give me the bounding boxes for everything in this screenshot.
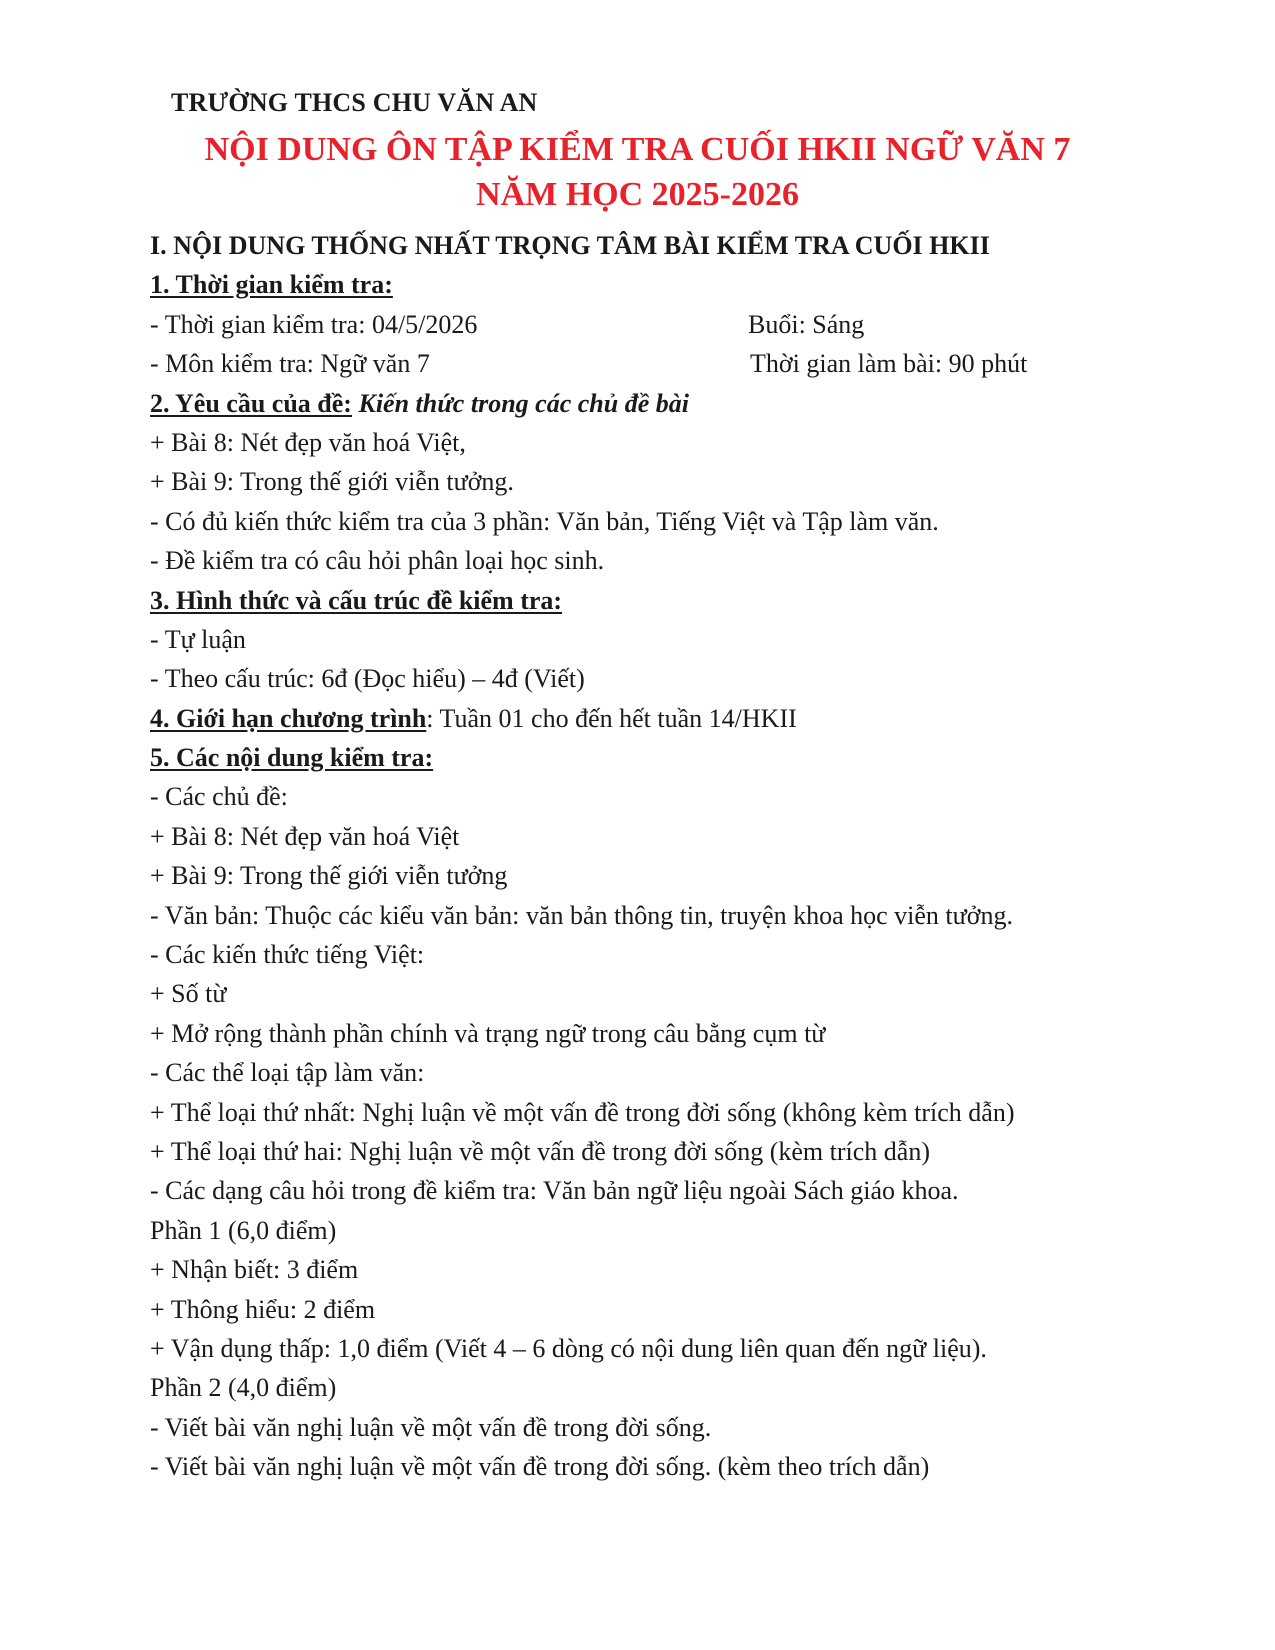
exam-date: - Thời gian kiểm tra: 04/5/2026 — [150, 309, 478, 339]
list-item: - Viết bài văn nghị luận về một vấn đề trong đời sống. — [150, 1412, 712, 1442]
s2-heading-tail: Kiến thức trong các chủ đề bài — [351, 388, 689, 418]
s4-heading: 4. Giới hạn chương trình — [150, 703, 427, 733]
list-item: Phần 1 (6,0 điểm) — [150, 1215, 337, 1245]
s2-heading-line — [150, 384, 1210, 423]
s3-heading: 3. Hình thức và cấu trúc đề kiểm tra: — [150, 585, 563, 615]
s1-subject-line — [150, 344, 1210, 383]
s2-heading: 2. Yêu cầu của đề: — [150, 388, 352, 418]
s1-heading: 1. Thời gian kiểm tra: — [150, 270, 393, 300]
list-item: + Số từ — [150, 979, 227, 1009]
list-item: + Bài 9: Trong thế giới viễn tưởng. — [150, 467, 514, 497]
document-title: NỘI DUNG ÔN TẬP KIỂM TRA CUỐI HKII NGỮ VĂN 7 — [204, 131, 1071, 168]
list-item: - Các kiến thức tiếng Việt: — [150, 940, 425, 970]
list-item: - Đề kiểm tra có câu hỏi phân loại học sinh. — [150, 546, 605, 576]
list-item: - Có đủ kiến thức kiểm tra của 3 phần: Văn bản, Tiếng Việt và Tập làm văn. — [150, 506, 939, 536]
section-heading: I. NỘI DUNG THỐNG NHẤT TRỌNG TÂM BÀI KIỂM TRA CUỐI HKII — [150, 231, 990, 260]
school-name: TRƯỜNG THCS CHU VĂN AN — [171, 88, 538, 117]
list-item: + Vận dụng thấp: 1,0 điểm (Viết 4 – 6 dòng có nội dung liên quan đến ngữ liệu). — [150, 1333, 987, 1363]
list-item: + Thể loại thứ hai: Nghị luận về một vấn đề trong đời sống (kèm trích dẫn) — [150, 1136, 930, 1166]
list-item: - Theo cấu trúc: 6đ (Đọc hiểu) – 4đ (Viết) — [150, 664, 585, 694]
list-item: + Bài 8: Nét đẹp văn hoá Việt, — [150, 427, 466, 457]
s1-date-line — [150, 305, 1210, 344]
s5-heading-line — [150, 738, 1210, 777]
exam-session: Buổi: Sáng — [748, 309, 865, 339]
list-item: + Mở rộng thành phần chính và trạng ngữ trong câu bằng cụm từ — [150, 1018, 826, 1048]
document-body — [150, 226, 1210, 1487]
s3-heading-line — [150, 581, 1210, 620]
list-item: + Thể loại thứ nhất: Nghị luận về một vấn đề trong đời sống (không kèm trích dẫn) — [150, 1097, 1015, 1127]
list-item: + Nhận biết: 3 điểm — [150, 1255, 359, 1285]
list-item: - Các chủ đề: — [150, 782, 288, 812]
list-item: + Thông hiểu: 2 điểm — [150, 1294, 376, 1324]
list-item: - Các dạng câu hỏi trong đề kiểm tra: Văn bản ngữ liệu ngoài Sách giáo khoa. — [150, 1176, 959, 1206]
s5-heading: 5. Các nội dung kiểm tra: — [150, 743, 434, 773]
s1-heading-line — [150, 265, 1210, 304]
list-item: Phần 2 (4,0 điểm) — [150, 1373, 337, 1403]
exam-subject: - Môn kiểm tra: Ngữ văn 7 — [150, 349, 430, 379]
list-item: + Bài 8: Nét đẹp văn hoá Việt — [150, 821, 460, 851]
list-item: - Văn bản: Thuộc các kiểu văn bản: văn bản thông tin, truyện khoa học viễn tưởng. — [150, 900, 1013, 930]
s4-text: : Tuần 01 cho đến hết tuần 14/HKII — [426, 703, 797, 733]
list-item: - Viết bài văn nghị luận về một vấn đề trong đời sống. (kèm theo trích dẫn) — [150, 1452, 930, 1482]
school-year: NĂM HỌC 2025-2026 — [476, 176, 799, 213]
list-item: + Bài 9: Trong thế giới viễn tưởng — [150, 861, 508, 891]
list-item: - Tự luận — [150, 624, 246, 654]
exam-duration: Thời gian làm bài: 90 phút — [750, 349, 1028, 379]
list-item: - Các thể loại tập làm văn: — [150, 1058, 425, 1088]
s4-line — [150, 699, 1210, 738]
